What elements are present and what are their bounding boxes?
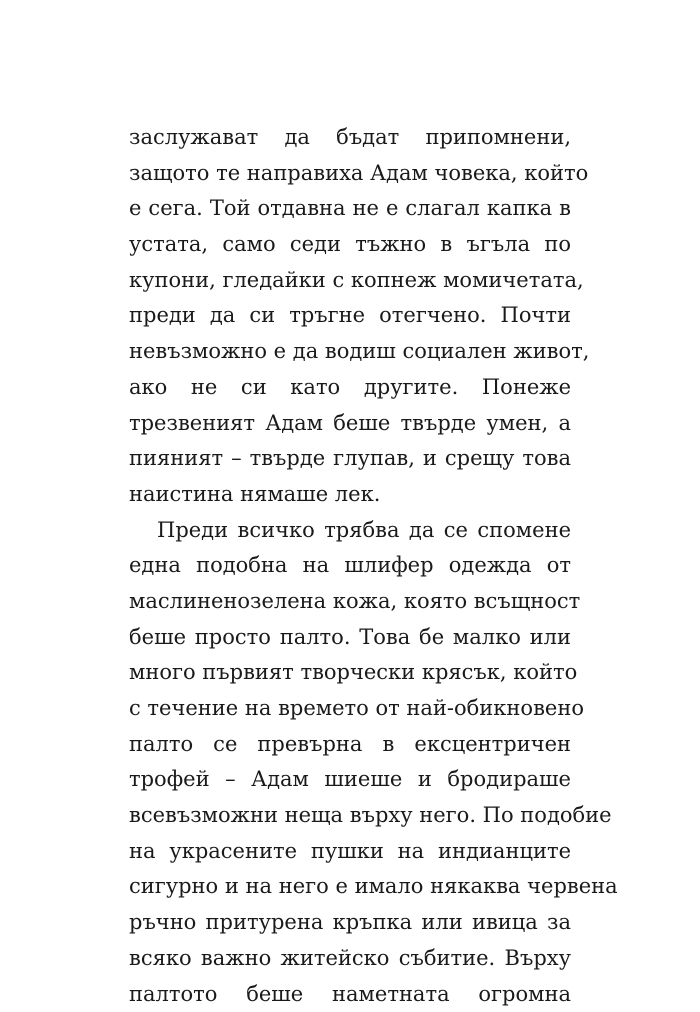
text-line: преди да си тръгне отегчено. Почти (129, 298, 571, 334)
text-line: устата, само седи тъжно в ъгъла по (129, 227, 571, 263)
text-line: е сега. Той отдавна не е слагал капка в (129, 191, 571, 227)
paragraph (129, 513, 571, 1012)
text-line: невъзможно е да водиш социален живот, (129, 334, 571, 370)
text-line: наистина нямаше лек. (129, 477, 571, 513)
text-line: палто се превърна в ексцентричен (129, 727, 571, 763)
text-line: пияният – твърде глупав, и срещу това (129, 441, 571, 477)
text-line: една подобна на шлифер одежда от (129, 548, 571, 584)
text-line: трофей – Адам шиеше и бродираше (129, 762, 571, 798)
paragraph (129, 120, 571, 513)
text-line: Преди всичко трябва да се спомене (129, 513, 571, 549)
text-line: трезвеният Адам беше твърде умен, а (129, 406, 571, 442)
text-line: ръчно притурена кръпка или ивица за (129, 905, 571, 941)
text-line: всевъзможни неща върху него. По подобие (129, 798, 571, 834)
text-line: с течение на времето от най-обикновено (129, 691, 571, 727)
text-line: защото те направиха Адам човека, който (129, 156, 571, 192)
text-line: маслиненозелена кожа, която всъщност (129, 584, 571, 620)
text-line: ако не си като другите. Понеже (129, 370, 571, 406)
text-line: купони, гледайки с копнеж момичетата, (129, 263, 571, 299)
text-line: всяко важно житейско събитие. Върху (129, 941, 571, 977)
text-line: много първият творчески крясък, който (129, 655, 571, 691)
text-line: на украсените пушки на индианците (129, 834, 571, 870)
text-line: беше просто палто. Това бе малко или (129, 620, 571, 656)
text-line: сигурно и на него е имало някаква червена (129, 869, 571, 905)
body-text (129, 120, 571, 1012)
text-line: палтото беше наметната огромна (129, 977, 571, 1012)
text-line: заслужават да бъдат припомнени, (129, 120, 571, 156)
